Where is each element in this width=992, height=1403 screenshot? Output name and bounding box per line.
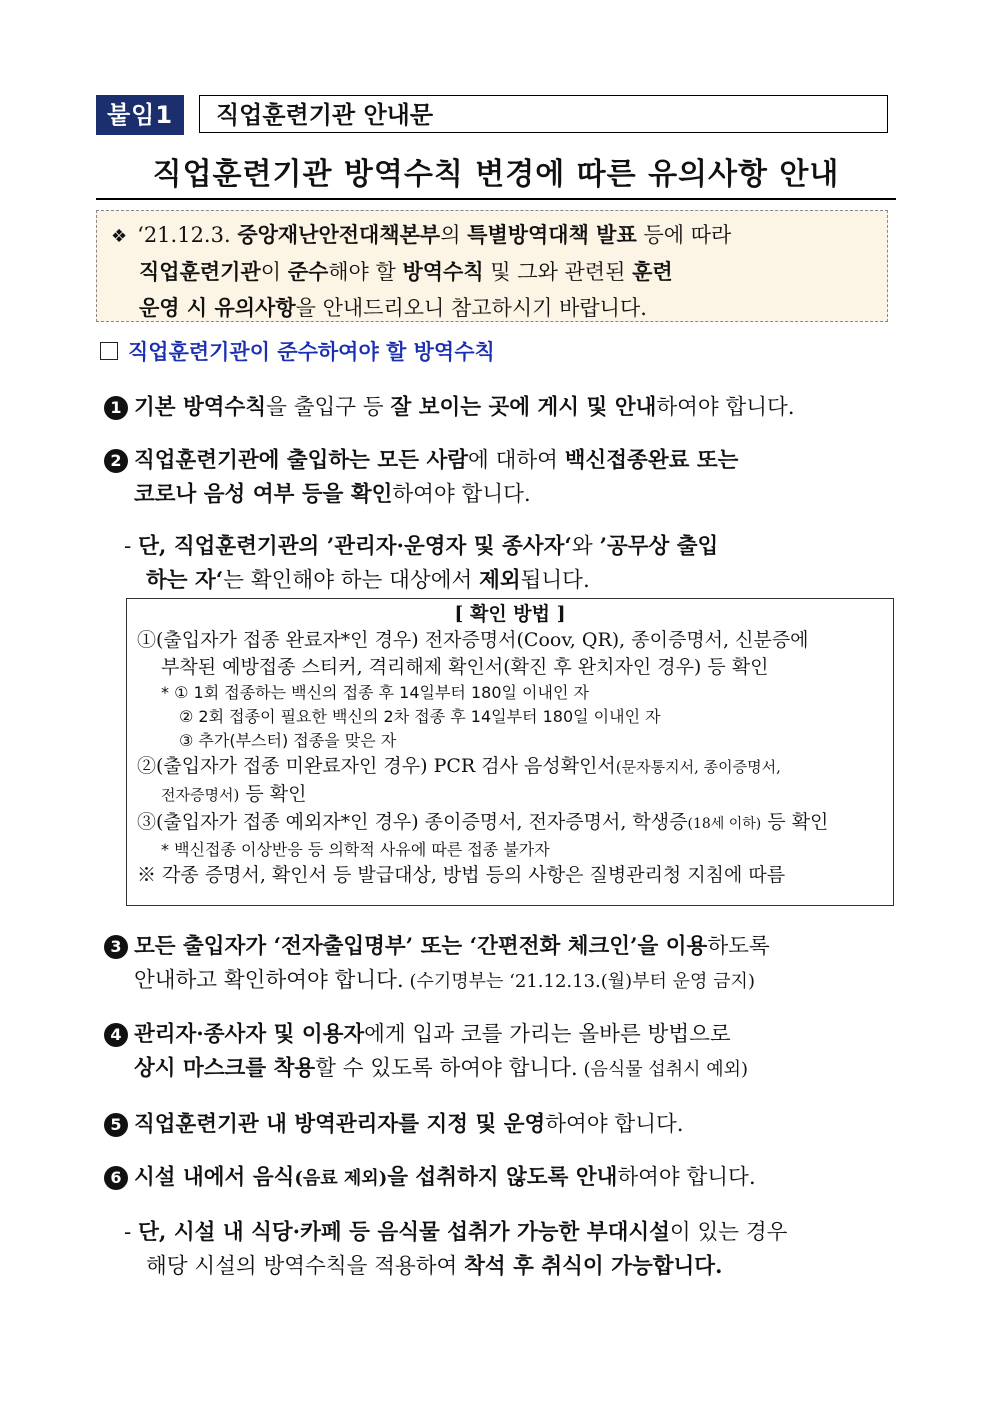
notice-text: 준수 (287, 259, 329, 284)
verification-methods-header: [ 확인 방법 ] (454, 603, 566, 625)
rule-text: 을 출입구 등 (266, 395, 391, 420)
number-5-icon: 5 (104, 1113, 128, 1137)
rule-text: 하도록 (707, 934, 770, 959)
number-4-icon: 4 (104, 1023, 128, 1047)
method-3-line (137, 809, 883, 838)
notice-text: 방역수칙 (402, 259, 484, 284)
notice-text: 등에 따라 (636, 223, 732, 247)
page-title: 직업훈련기관 방역수칙 변경에 따른 유의사항 안내 (152, 157, 840, 192)
exception-text: 하는 자‘ (146, 568, 224, 593)
dash: - (124, 534, 139, 559)
notice-text: 및 그와 관련된 (483, 260, 633, 284)
attachment-tag: 붙임1 (96, 95, 184, 135)
number-3-icon: 3 (104, 935, 128, 959)
exception-text: 이 있는 경우 (669, 1220, 788, 1245)
rule-text: 할 수 있도록 하여야 합니다. (315, 1056, 578, 1081)
rule-text: 에 대하여 (468, 448, 565, 473)
method-2-line-2 (137, 781, 883, 809)
exception-text: 는 확인해야 하는 대상에서 (223, 568, 480, 593)
rule-text: 하여야 합니다. (656, 395, 795, 420)
method-2-small-text: 전자증명서) (161, 786, 240, 804)
rule-text: 하여야 합니다. (545, 1112, 684, 1137)
checkbox-square-icon (100, 342, 118, 360)
rule-text: 잘 보이는 곳에 게시 및 안내 (390, 395, 657, 420)
notice-text: 직업훈련기관 (139, 259, 261, 284)
rule-text: 하여야 합니다. (617, 1165, 756, 1190)
rule-text: 기본 방역수칙 (134, 395, 267, 420)
method-2-small-text: (문자통지서, 종이증명서, (615, 758, 781, 776)
notice-text: 특별방역대책 발표 (467, 222, 637, 247)
rule-text: 직업훈련기관 내 방역관리자를 지정 및 운영 (134, 1112, 546, 1137)
exception-text: 단, 직업훈련기관의 ’관리자·운영자 및 종사자‘ (138, 534, 572, 559)
attachment-title: 직업훈련기관 안내문 (199, 95, 888, 133)
notice-text: 해야 할 (328, 260, 403, 284)
notice-box (96, 210, 888, 322)
notice-line-1 (111, 217, 875, 254)
rule-item-5 (104, 1108, 896, 1142)
notice-line-2 (111, 254, 875, 290)
exception-text: 됩니다. (520, 568, 590, 593)
method-1-line-1: ①(출입자가 접종 완료자*인 경우) 전자증명서(Coov, QR), 종이증명서, 신분증에 (137, 629, 809, 651)
notice-text: 을 안내드리오니 참고하시기 바랍니다. (295, 296, 647, 320)
rule-text: 직업훈련기관에 출입하는 모든 사람 (134, 448, 468, 473)
diamond-bullet-icon: ❖ (111, 226, 128, 247)
exception-text: ’공무상 출입 (599, 534, 719, 559)
rule-item-6 (104, 1161, 896, 1196)
method-1-note-2: ② 2회 접종이 필요한 백신의 2차 접종 후 14일부터 180일 이내인 자 (179, 707, 661, 726)
title-underline (96, 198, 896, 200)
rule-text: 안내하고 확인하여야 합니다. (134, 968, 404, 993)
notice-text: 훈련 (632, 259, 673, 284)
rule-item-4 (104, 1018, 896, 1087)
number-1-icon: 1 (104, 396, 128, 420)
rule-text: 코로나 음성 여부 등을 확인 (134, 482, 393, 507)
rule-item-6-exception (124, 1216, 896, 1284)
notice-text: 이 (260, 260, 288, 284)
rule-item-1 (104, 391, 896, 425)
exception-text: 와 (571, 534, 600, 559)
method-3-text: 등 확인 (761, 811, 829, 833)
method-3-note: * 백신접종 이상반응 등 의학적 사유에 따른 접종 불가자 (161, 840, 550, 859)
notice-line-3 (111, 290, 875, 326)
method-1-note-3: ③ 추가(부스터) 접종을 맞은 자 (179, 731, 397, 750)
rule-item-2 (104, 444, 896, 512)
verification-methods-box (126, 598, 894, 906)
rule-text: 시설 내에서 음식 (134, 1165, 295, 1190)
rule-note: (음식물 섭취시 예외) (577, 1059, 749, 1080)
exception-text: 단, 시설 내 식당·카페 등 음식물 섭취가 가능한 부대시설 (138, 1220, 670, 1245)
rule-item-3 (104, 930, 896, 999)
rule-note: (수기명부는 ‘21.12.13.(월)부터 운영 금지) (403, 971, 755, 992)
rule-note: (음료 제외) (294, 1168, 388, 1189)
method-2-text: 등 확인 (239, 783, 307, 805)
rule-text: 상시 마스크를 착용 (134, 1056, 316, 1081)
notice-text: 중앙재난안전대책본부 (237, 222, 441, 247)
methods-footnote: ※ 각종 증명서, 확인서 등 발급대상, 방법 등의 사항은 질병관리청 지침에 따름 (137, 864, 786, 886)
number-6-icon: 6 (104, 1166, 128, 1190)
notice-date: ‘21.12.3. (137, 223, 238, 247)
notice-text: 의 (440, 223, 468, 247)
rule-item-2-exception (124, 530, 896, 598)
notice-text: 운영 시 유의사항 (139, 295, 296, 320)
method-2-text: ②(출입자가 접종 미완료자인 경우) PCR 검사 음성확인서 (137, 755, 616, 777)
rule-text: 을 섭취하지 않도록 안내 (387, 1165, 618, 1190)
rule-text: 관리자·종사자 및 이용자 (134, 1022, 365, 1047)
method-1-note-1: * ① 1회 접종하는 백신의 접종 후 14일부터 180일 이내인 자 (161, 683, 589, 702)
section-heading-text: 직업훈련기관이 준수하여야 할 방역수칙 (128, 340, 495, 364)
rule-text: 백신접종완료 또는 (564, 448, 739, 473)
number-2-icon: 2 (104, 449, 128, 473)
method-1-line-2: 부착된 예방접종 스티커, 격리해제 확인서(확진 후 완치자인 경우) 등 확인 (161, 656, 769, 678)
exception-text: 해당 시설의 방역수칙을 적용하여 (146, 1254, 465, 1279)
section-heading (100, 336, 495, 368)
exception-text: 제외 (479, 568, 521, 593)
method-3-text: ③(출입자가 접종 예외자*인 경우) 종이증명서, 전자증명서, 학생증 (137, 811, 688, 833)
rule-text: 에게 입과 코를 가리는 올바른 방법으로 (364, 1022, 731, 1047)
rule-text: 하여야 합니다. (392, 482, 531, 507)
method-3-small-text: (18세 이하) (687, 816, 762, 832)
exception-text: 착석 후 취식이 가능합니다. (464, 1254, 723, 1279)
method-2-line-1 (137, 753, 883, 781)
dash: - (124, 1220, 139, 1245)
rule-text: 모든 출입자가 ‘전자출입명부’ 또는 ‘간편전화 체크인’을 이용 (134, 934, 708, 959)
